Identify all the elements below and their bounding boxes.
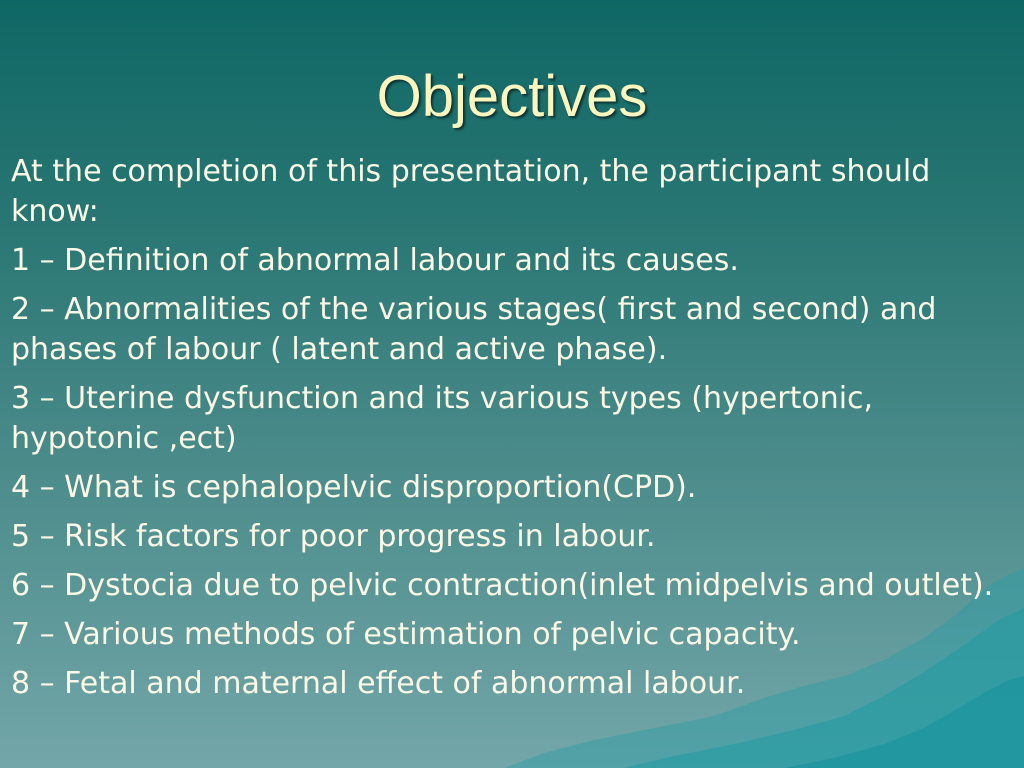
objective-item-1: 1 – Definition of abnormal labour and its causes.	[11, 243, 739, 278]
objective-item-4: 4 – What is cephalopelvic disproportion(CPD).	[11, 470, 697, 505]
objectives-list	[11, 152, 1016, 713]
objective-item-5: 5 – Risk factors for poor progress in labour.	[11, 519, 656, 554]
objective-item-3: 3 – Uterine dysfunction and its various types (hypertonic, hypotonic ,ect)	[11, 381, 874, 456]
objective-item-8: 8 – Fetal and maternal effect of abnormal labour.	[11, 666, 746, 701]
objective-item-7: 7 – Various methods of estimation of pelvic capacity.	[11, 617, 801, 652]
objective-item-2: 2 – Abnormalities of the various stages( first and second) and phases of labour ( latent and active phase).	[11, 292, 937, 367]
intro-paragraph: At the completion of this presentation, the participant should know:	[11, 154, 931, 229]
slide-title: Objectives	[376, 64, 648, 129]
objective-item-6: 6 – Dystocia due to pelvic contraction(inlet midpelvis and outlet).	[11, 568, 994, 603]
